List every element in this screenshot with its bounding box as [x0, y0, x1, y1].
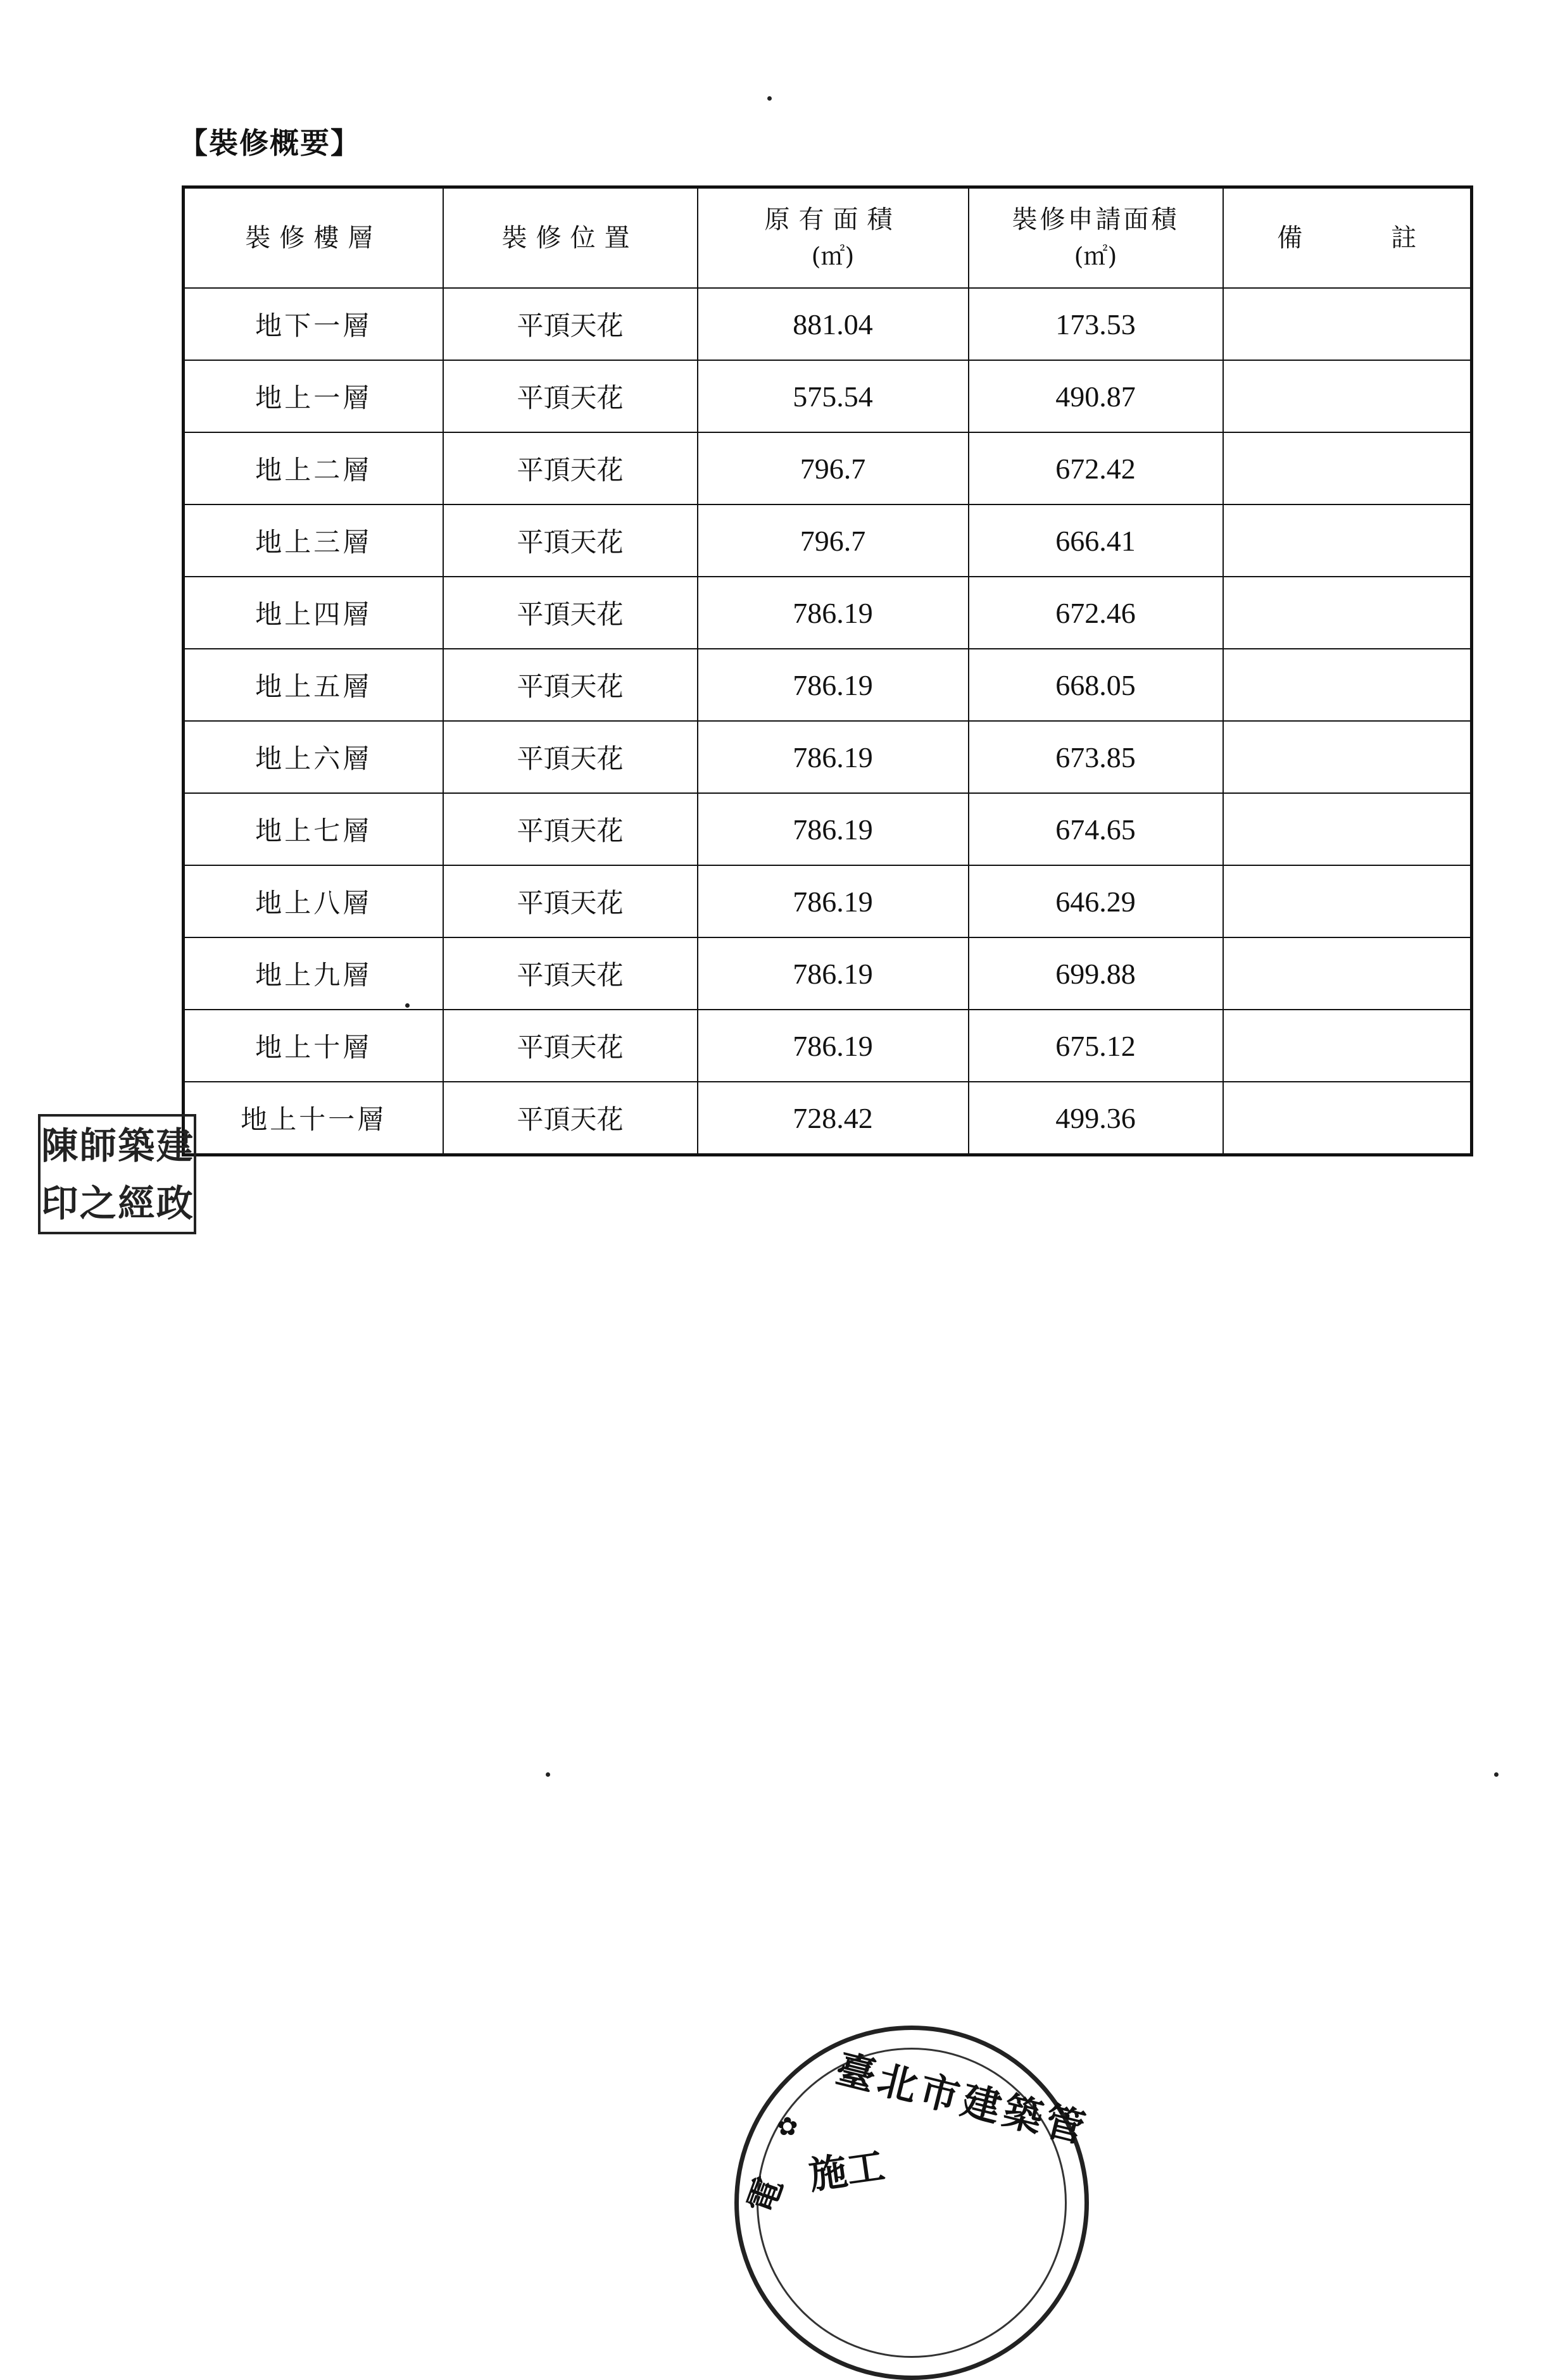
- seal-char: 師: [79, 1124, 116, 1167]
- location-cell: 平頂天花: [443, 504, 698, 577]
- table-row: [184, 432, 1472, 504]
- seal-char: 印: [41, 1181, 79, 1225]
- floor-cell: 地上六層: [184, 721, 443, 793]
- header-floor: 裝修樓層: [184, 187, 443, 289]
- seal-char: 之: [79, 1181, 116, 1225]
- applied-area-cell: 666.41: [969, 504, 1223, 577]
- table-header-row: [184, 187, 1472, 289]
- remark-cell: [1223, 432, 1472, 504]
- remark-cell: [1223, 360, 1472, 432]
- scan-speck: [1494, 1772, 1499, 1777]
- floor-cell: 地上三層: [184, 504, 443, 577]
- original-area-cell: 796.7: [698, 432, 969, 504]
- original-area-cell: 728.42: [698, 1082, 969, 1155]
- floor-cell: 地上十一層: [184, 1082, 443, 1155]
- seal-char: 建: [156, 1124, 193, 1167]
- seal-char: 築: [118, 1124, 155, 1167]
- header-remark: [1223, 187, 1472, 289]
- table-row: [184, 577, 1472, 649]
- table-row: [184, 721, 1472, 793]
- table-row: [184, 360, 1472, 432]
- seal-ring-text: 臺北市建築管: [831, 2045, 1093, 2153]
- applied-area-cell: 672.42: [969, 432, 1223, 504]
- header-location: 裝修位置: [443, 187, 698, 289]
- header-remark-a: 備: [1277, 223, 1303, 253]
- original-area-cell: 575.54: [698, 360, 969, 432]
- original-area-cell: 786.19: [698, 865, 969, 937]
- floor-cell: 地上八層: [184, 865, 443, 937]
- seal-inner-text: 施工: [806, 2143, 888, 2198]
- remark-cell: [1223, 649, 1472, 721]
- plum-blossom-icon: ✿: [777, 2112, 798, 2141]
- table-row: [184, 937, 1472, 1010]
- remark-cell: [1223, 504, 1472, 577]
- location-cell: 平頂天花: [443, 793, 698, 865]
- original-area-cell: 786.19: [698, 721, 969, 793]
- remark-cell: [1223, 1010, 1472, 1082]
- applied-area-cell: 499.36: [969, 1082, 1223, 1155]
- applied-area-cell: 699.88: [969, 937, 1223, 1010]
- applied-area-cell: 490.87: [969, 360, 1223, 432]
- remark-cell: [1223, 793, 1472, 865]
- table-row: [184, 1082, 1472, 1155]
- location-cell: 平頂天花: [443, 288, 698, 360]
- applied-area-cell: 675.12: [969, 1010, 1223, 1082]
- header-original-area-label: 原有面積: [764, 205, 902, 234]
- table-row: [184, 288, 1472, 360]
- renovation-summary-table: [182, 185, 1473, 1156]
- header-original-area-unit: (㎡): [811, 242, 855, 270]
- applied-area-cell: 646.29: [969, 865, 1223, 937]
- floor-cell: 地上十層: [184, 1010, 443, 1082]
- floor-cell: 地上九層: [184, 937, 443, 1010]
- location-cell: 平頂天花: [443, 721, 698, 793]
- original-area-cell: 786.19: [698, 577, 969, 649]
- remark-cell: [1223, 288, 1472, 360]
- location-cell: 平頂天花: [443, 577, 698, 649]
- floor-cell: 地上七層: [184, 793, 443, 865]
- table-row: [184, 1010, 1472, 1082]
- floor-cell: 地上五層: [184, 649, 443, 721]
- location-cell: 平頂天花: [443, 865, 698, 937]
- architect-seal: [38, 1114, 196, 1234]
- scan-speck: [546, 1772, 550, 1777]
- remark-cell: [1223, 937, 1472, 1010]
- floor-cell: 地下一層: [184, 288, 443, 360]
- seal-char: 政: [156, 1181, 193, 1225]
- applied-area-cell: 673.85: [969, 721, 1223, 793]
- scan-speck: [405, 1003, 410, 1008]
- location-cell: 平頂天花: [443, 1082, 698, 1155]
- floor-cell: 地上二層: [184, 432, 443, 504]
- seal-side-char: 電: [739, 2171, 791, 2219]
- original-area-cell: 786.19: [698, 937, 969, 1010]
- header-original-area: [698, 187, 969, 289]
- header-applied-area-unit: (㎡): [1074, 242, 1117, 270]
- original-area-cell: 786.19: [698, 1010, 969, 1082]
- location-cell: 平頂天花: [443, 360, 698, 432]
- city-building-office-seal: [734, 2026, 1093, 2380]
- header-applied-area: [969, 187, 1223, 289]
- applied-area-cell: 672.46: [969, 577, 1223, 649]
- seal-char: 經: [118, 1181, 155, 1225]
- remark-cell: [1223, 721, 1472, 793]
- header-remark-b: 註: [1391, 223, 1417, 253]
- original-area-cell: 786.19: [698, 649, 969, 721]
- table-row: [184, 793, 1472, 865]
- seal-char: 陳: [41, 1124, 79, 1167]
- original-area-cell: 881.04: [698, 288, 969, 360]
- applied-area-cell: 674.65: [969, 793, 1223, 865]
- location-cell: 平頂天花: [443, 937, 698, 1010]
- remark-cell: [1223, 577, 1472, 649]
- floor-cell: 地上一層: [184, 360, 443, 432]
- applied-area-cell: 173.53: [969, 288, 1223, 360]
- location-cell: 平頂天花: [443, 432, 698, 504]
- location-cell: 平頂天花: [443, 649, 698, 721]
- remark-cell: [1223, 865, 1472, 937]
- original-area-cell: 786.19: [698, 793, 969, 865]
- applied-area-cell: 668.05: [969, 649, 1223, 721]
- table-row: [184, 649, 1472, 721]
- scan-speck: [767, 96, 772, 101]
- table-body: [184, 288, 1472, 1155]
- location-cell: 平頂天花: [443, 1010, 698, 1082]
- floor-cell: 地上四層: [184, 577, 443, 649]
- header-applied-area-label: 裝修申請面積: [1012, 205, 1179, 234]
- remark-cell: [1223, 1082, 1472, 1155]
- original-area-cell: 796.7: [698, 504, 969, 577]
- section-title: 【裝修概要】: [179, 126, 361, 160]
- table-row: [184, 504, 1472, 577]
- table-row: [184, 865, 1472, 937]
